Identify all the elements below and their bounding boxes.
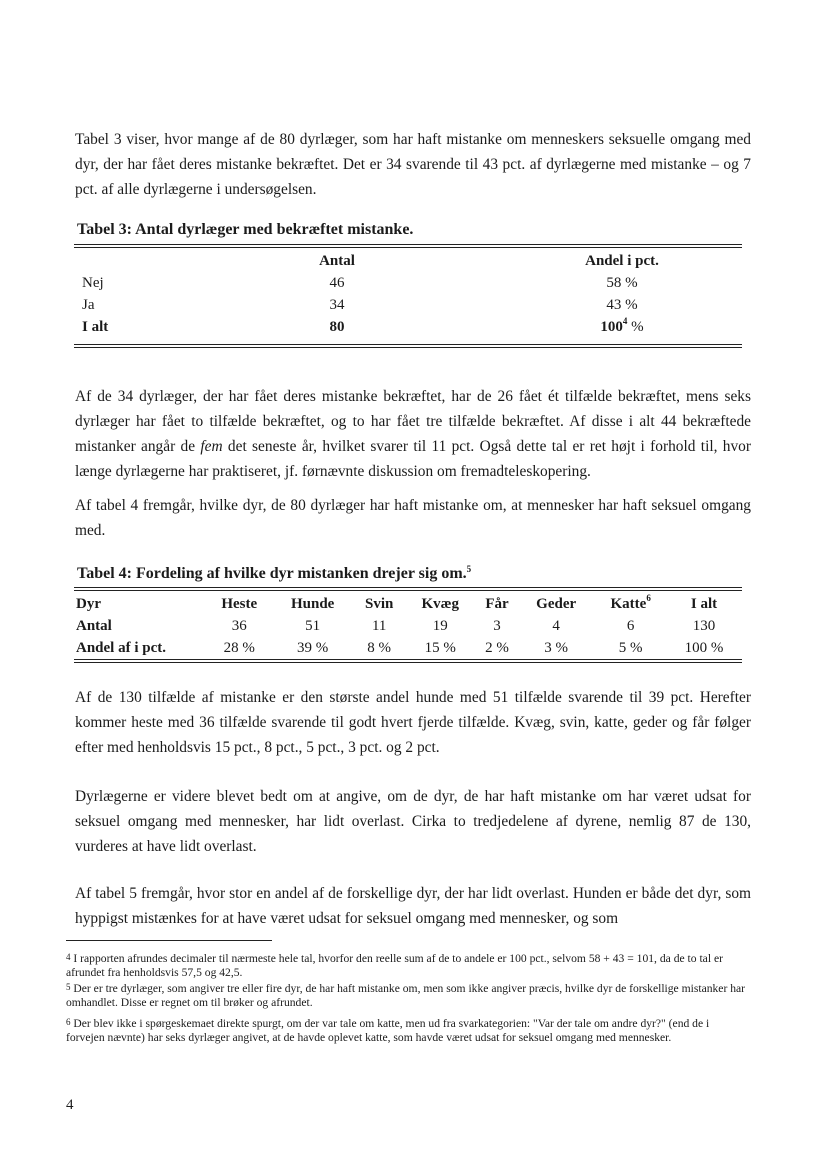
table-cell: 51: [305, 618, 321, 634]
paragraph-2-text-a: Af de 34 dyrlæger, der har fået deres mistanke bekræftet, har de 26 fået ét tilfælde bekræftet, mens seks dyrlæger har fået to tilfælde bekræftet, og to har fået tre tilfælde bekræftet. Af disse i alt 44 bekræftede mistanker angår de: [75, 388, 751, 455]
table-cell: 11: [371, 618, 387, 634]
footnote: [66, 982, 746, 1010]
footnote: [66, 1017, 746, 1045]
table-header-cell: Heste: [221, 596, 258, 612]
page-number: 4: [66, 1097, 74, 1113]
table-header-cell: [82, 250, 172, 272]
paragraph-6: Af tabel 5 fremgår, hvor stor en andel af de forskellige dyr, der har lidt overlast. Hunden er både det dyr, som hyppigst mistænkes for at have været udsat for seksuel omgang med mennesker, og som: [75, 885, 751, 927]
footnote-text: Der er tre dyrlæger, som angiver tre eller fire dyr, de har haft mistanke om, men som ikke angiver præcis, hvilke dyr de forskellige mistanker har omhandlet. Disse er regnet om til brøker og afrundet.: [66, 982, 746, 1009]
paragraph-5: Dyrlægerne er videre blevet bedt om at angive, om de dyr, de har haft mistanke om har været udsat for seksuel omgang med mennesker, har lidt overlast. Cirka to tredjedelene af dyrene, nemlig 87 de 130, vurderes at have lidt overlast.: [75, 788, 751, 855]
footnote-mark: 5: [66, 982, 71, 992]
footnote-ref: 6: [646, 593, 651, 603]
footnote-divider: [66, 940, 272, 941]
table-header-row: [82, 250, 742, 272]
table-header-cell: Geder: [536, 596, 577, 612]
table-header-cell: [593, 593, 668, 615]
table3-top-rule: [74, 244, 742, 248]
table-header-cell: Andel i pct.: [585, 253, 659, 269]
footnote-mark: 6: [66, 1017, 71, 1027]
table-cell: 43 %: [606, 297, 638, 313]
table-cell: Antal: [76, 618, 112, 634]
table-row: [76, 615, 740, 637]
paragraph-2-emphasis: fem: [200, 438, 223, 455]
paragraph-2-text-b: det seneste år, hvilket svarer til 11 pct. Også dette tal er ret højt i forhold til, hvor længe dyrlægerne har praktiseret, jf. førnævnte diskussion om fremadteleskopering.: [75, 438, 751, 480]
table-cell: 4: [552, 618, 560, 634]
table-row: [82, 272, 742, 294]
table-cell: 36: [231, 618, 247, 634]
table-row: [76, 637, 740, 659]
table-cell: 8 %: [367, 640, 392, 656]
total-share-unit: %: [627, 319, 644, 335]
table-cell: 19: [432, 618, 448, 634]
table-cell: 15 %: [424, 640, 456, 656]
table-cell: 34: [329, 297, 345, 313]
paragraph-2: [75, 384, 751, 484]
table-header-cell: Får: [485, 596, 509, 612]
table4-caption: [77, 564, 471, 584]
table-cell: 2 %: [485, 640, 509, 656]
table-cell: 46: [329, 275, 345, 291]
footnote-ref: 4: [622, 316, 628, 326]
table-cell: 3: [493, 618, 501, 634]
table-header-row: [76, 593, 740, 615]
header-label: Katte: [610, 596, 647, 612]
table-cell: 28 %: [223, 640, 255, 656]
footnote-ref: 5: [466, 564, 472, 574]
table-cell: 130: [692, 618, 716, 634]
total-share-value: 100: [600, 319, 623, 335]
paragraph-3: Af tabel 4 fremgår, hvilke dyr, de 80 dyrlæger har haft mistanke om, at mennesker har haft seksuel omgang med.: [75, 497, 751, 539]
table-cell: Ja: [82, 297, 95, 313]
table-cell: I alt: [82, 319, 109, 335]
footnote-mark: 4: [66, 952, 71, 962]
table-header-cell: Dyr: [76, 596, 101, 612]
table4: [76, 593, 740, 659]
table4-caption-text: Tabel 4: Fordeling af hvilke dyr mistanken drejer sig om.: [77, 565, 467, 582]
intro-paragraph: Tabel 3 viser, hvor mange af de 80 dyrlæger, som har haft mistanke om menneskers seksuelle omgang med dyr, der har fået deres mistanke bekræftet. Det er 34 svarende til 43 pct. af dyrlægerne med mistanke – og 7 pct. af alle dyrlægerne i undersøgelsen.: [75, 131, 751, 198]
table-total-row: [82, 316, 742, 338]
table-row: [82, 294, 742, 316]
table-cell: 3 %: [544, 640, 569, 656]
footnote-text: I rapporten afrundes decimaler til nærmeste hele tal, hvorfor den reelle sum af de to andele er 100 pct., selvom 58 + 43 = 101, da de to tal er afrundet fra henholdsvis 57,5 og 42,5.: [66, 952, 723, 979]
table-cell: Nej: [82, 275, 104, 291]
table-cell: 6: [626, 618, 635, 634]
table-cell: [502, 316, 742, 338]
table-cell: Andel af i pct.: [76, 640, 166, 656]
table3-caption: Tabel 3: Antal dyrlæger med bekræftet mistanke.: [77, 221, 414, 238]
footnote-text: Der blev ikke i spørgeskemaet direkte spurgt, om der var tale om katte, men ud fra svarkategorien: "Var der tale om andre dyr?" (end de i forvejen nævnte) har seks dyrlæger angivet, at de havde oplevet katte, som havde været udsat for seksuel omgang med mennesker.: [66, 1017, 710, 1044]
table-header-cell: Kvæg: [421, 596, 459, 612]
table-cell: 39 %: [297, 640, 329, 656]
table-header-cell: Hunde: [290, 596, 335, 612]
table-cell: 80: [329, 319, 345, 335]
table4-top-rule: [74, 587, 742, 591]
table-header-cell: Svin: [364, 596, 394, 612]
table-cell: 58 %: [606, 275, 638, 291]
table4-bottom-rule: [74, 659, 742, 663]
paragraph-4: Af de 130 tilfælde af mistanke er den største andel hunde med 51 tilfælde svarende til 39 pct. Herefter kommer heste med 36 tilfælde svarende til godt hvert fjerde tilfælde. Kvæg, svin, katte, geder og får følger efter med henholdsvis 15 pct., 8 pct., 5 pct., 3 pct. og 2 pct.: [75, 689, 751, 756]
table-cell: 100 %: [684, 640, 724, 656]
table3: [82, 250, 742, 338]
table-header-cell: I alt: [690, 596, 718, 612]
table3-bottom-rule: [74, 344, 742, 348]
table-cell: 5 %: [618, 640, 643, 656]
table-header-cell: Antal: [319, 253, 355, 269]
footnote: [66, 952, 746, 980]
